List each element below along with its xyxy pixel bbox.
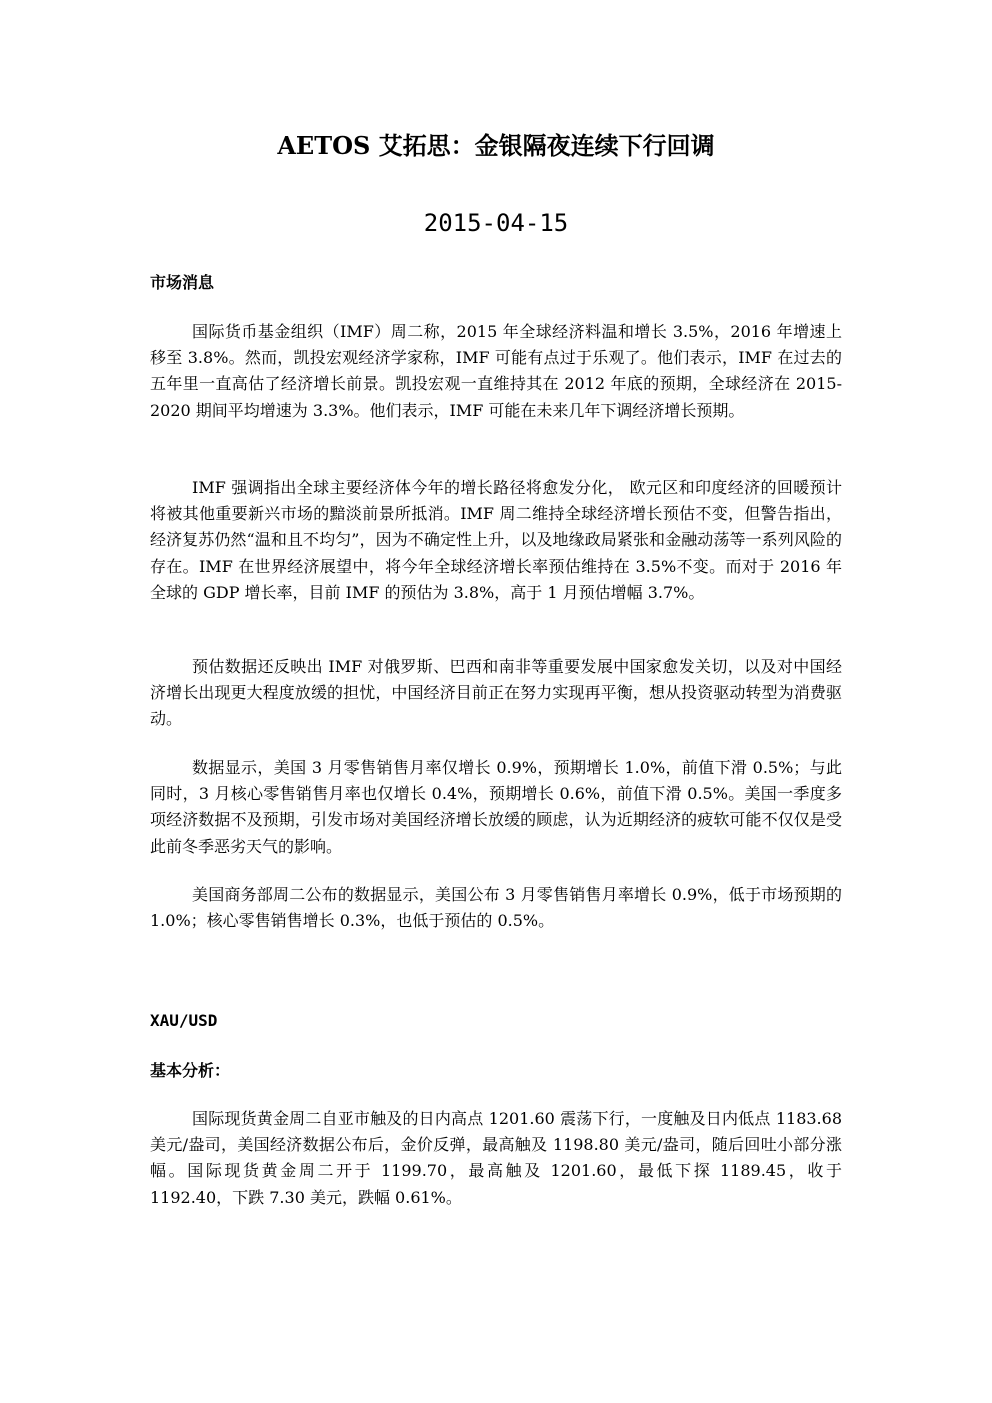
section-heading-market-news: 市场消息 <box>150 273 215 292</box>
section-heading-fundamental: 基本分析： <box>150 1061 231 1080</box>
paragraph-us-retail-sales: 数据显示，美国 3 月零售销售月率仅增长 0.9%，预期增长 1.0%，前值下滑 0.5%；与此同时，3 月核心零售销售月率也仅增长 0.4%，预期增长 0.6%，前值下滑 0.5%。美国一季度多项经济数据不及预期，引发市场对美国经济增长放缓的顾虑，认为近期经济的疲软可能不仅仅是受此前冬季恶劣天气的影响。 <box>150 758 842 856</box>
document-title: AETOS 艾拓思：金银隔夜连续下行回调 <box>277 131 715 160</box>
paragraph-gold-analysis: 国际现货黄金周二自亚市触及的日内高点 1201.60 震荡下行，一度触及日内低点 1183.68 美元/盎司，美国经济数据公布后，金价反弹，最高触及 1198.80 美元/盎司，随后回吐小部分涨幅。国际现货黄金周二开于 1199.70，最高触及 1201.60，最低下探 1189.45，收于 1192.40，下跌 7.30 美元，跌幅 0.61%。 <box>150 1109 842 1207</box>
instrument-label: XAU/USD <box>150 1011 218 1030</box>
paragraph-imf-divergence: IMF 强调指出全球主要经济体今年的增长路径将愈发分化， 欧元区和印度经济的回暖预计将被其他重要新兴市场的黯淡前景所抵消。IMF 周二维持全球经济增长预估不变，但警告指出，经济复苏仍然“温和且不均匀”，因为不确定性上升，以及地缘政局紧张和金融动荡等一系列风险的存在。IMF 在世界经济展望中，将今年全球经济增长率预估维持在 3.5%不变。而对于 2016 年全球的 GDP 增长率，目前 IMF 的预估为 3.8%，高于 1 月预估增幅 3.7%。 <box>150 478 842 602</box>
paragraph-imf-forecast: 国际货币基金组织（IMF）周二称，2015 年全球经济料温和增长 3.5%，2016 年增速上移至 3.8%。然而，凯投宏观经济学家称，IMF 可能有点过于乐观了。他们表示，IMF 在过去的五年里一直高估了经济增长前景。凯投宏观一直维持其在 2012 年底的预期，全球经济在 2015-2020 期间平均增速为 3.3%。他们表示，IMF 可能在未来几年下调经济增长预期。 <box>150 322 842 420</box>
document-date: 2015-04-15 <box>423 209 569 237</box>
paragraph-commerce-dept: 美国商务部周二公布的数据显示，美国公布 3 月零售销售月率增长 0.9%，低于市场预期的 1.0%；核心零售销售增长 0.3%，也低于预估的 0.5%。 <box>150 885 842 931</box>
paragraph-emerging-markets: 预估数据还反映出 IMF 对俄罗斯、巴西和南非等重要发展中国家愈发关切，以及对中国经济增长出现更大程度放缓的担忧，中国经济目前正在努力实现再平衡，想从投资驱动转型为消费驱动。 <box>150 657 842 729</box>
